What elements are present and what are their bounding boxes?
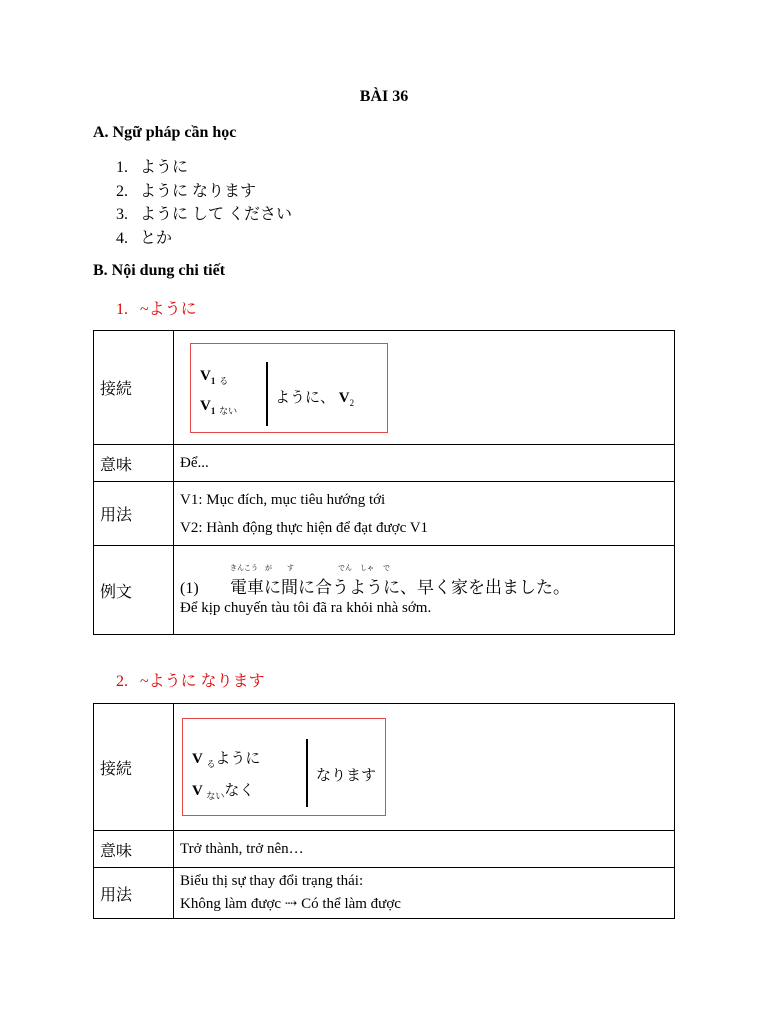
pattern2-table (93, 703, 675, 919)
table-row (94, 482, 675, 546)
formula-v1-dict: $V_1$ $_る$ (200, 367, 229, 386)
example-ruby (180, 563, 674, 573)
list-item-number: 3. (116, 206, 128, 223)
pattern1-title: ~ように (140, 301, 197, 318)
ruby-text: が (265, 564, 272, 572)
pattern1-number: 1. (116, 301, 128, 318)
formula-box (190, 343, 388, 433)
table-row (94, 704, 675, 831)
list-item (116, 205, 292, 229)
formula-divider (266, 362, 268, 426)
list-item-text: ように (140, 159, 189, 176)
pattern1-heading (116, 296, 197, 319)
page-title: BÀI 36 (359, 88, 409, 105)
usage-label: 用法 (94, 482, 174, 546)
formula-v-neg: V $_{ない}$なく (192, 783, 255, 801)
list-item (116, 158, 292, 182)
meaning-text: Để... (174, 445, 675, 482)
pattern2-number: 2. (116, 673, 128, 690)
ruby-text: でん (338, 564, 352, 572)
formula-box (182, 718, 386, 816)
form-label: 接続 (94, 331, 174, 445)
example-number: (1) (180, 580, 199, 597)
form-cell (174, 704, 675, 831)
form-cell (174, 331, 675, 445)
formula-result: なります (316, 768, 377, 784)
meaning-label: 意味 (94, 831, 174, 868)
section-b-heading: B. Nội dung chi tiết (93, 262, 226, 279)
list-item-number: 2. (116, 182, 128, 200)
usage-cell (174, 868, 675, 919)
formula-v-dict: V $_る$ように (192, 751, 261, 769)
meaning-label: 意味 (94, 445, 174, 482)
ruby-text: で (383, 564, 390, 572)
ruby-text: しゃ (360, 564, 374, 572)
usage-label: 用法 (94, 868, 174, 919)
grammar-list (116, 158, 292, 252)
table-row (94, 831, 675, 868)
usage-line: V2: Hành động thực hiện để đạt được V1 (180, 519, 429, 536)
example-label: 例文 (94, 546, 174, 635)
table-row (94, 445, 675, 482)
usage-line: Không làm được ⇢ Có thể làm được (180, 896, 401, 912)
table-row (94, 331, 675, 445)
ruby-text: す (287, 564, 294, 572)
list-item-text: ように なります (140, 182, 257, 200)
table-row (94, 546, 675, 635)
form-label: 接続 (94, 704, 174, 831)
meaning-text: Trở thành, trở nên… (174, 831, 675, 868)
ruby-text: きんこう (230, 564, 258, 572)
usage-cell (174, 482, 675, 546)
table-row (94, 868, 675, 919)
list-item-number: 1. (116, 159, 128, 176)
usage-line: V1: Mục đích, mục tiêu hướng tới (180, 491, 386, 508)
formula-divider (306, 739, 308, 807)
pattern1-table (93, 330, 675, 635)
example-cell (174, 546, 675, 635)
formula-result: ように、 $V_2$ (275, 389, 355, 408)
list-item-text: とか (140, 229, 173, 247)
section-a-heading: A. Ngữ pháp cần học (93, 124, 237, 141)
pattern2-heading (116, 668, 265, 691)
example-vietnamese: Để kịp chuyến tàu tôi đã ra khỏi nhà sớm. (180, 600, 432, 616)
list-item (116, 182, 292, 206)
list-item-text: ように して ください (140, 206, 293, 223)
pattern2-title: ~ように なります (140, 673, 265, 690)
list-item (116, 229, 292, 253)
example-japanese: 電車に間に合うように、早く家を出ました。 (230, 578, 570, 597)
usage-line: Biểu thị sự thay đổi trạng thái: (180, 873, 364, 889)
example-line (180, 573, 674, 598)
formula-v1-neg: $V_1$ $_{ない}$ (200, 397, 238, 416)
list-item-number: 4. (116, 229, 128, 247)
